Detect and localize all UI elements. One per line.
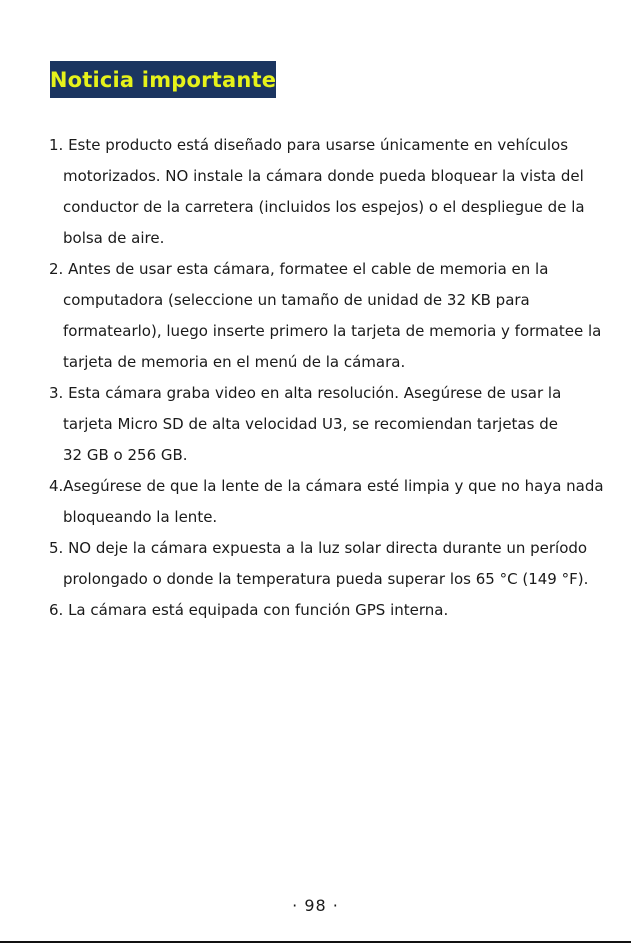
- notice-item-2-line-1: 2. Antes de usar esta cámara, formatee el cable de memoria en la: [49, 260, 549, 278]
- page-number: · 98 ·: [292, 896, 339, 915]
- notice-item-5-line-2: prolongado o donde la temperatura pueda superar los 65 °C (149 °F).: [63, 570, 589, 588]
- notice-item-6-line-1: 6. La cámara está equipada con función GPS interna.: [49, 601, 449, 619]
- notice-item-1-line-1: 1. Este producto está diseñado para usarse únicamente en vehículos: [49, 136, 569, 154]
- notice-item-5-line-1: 5. NO deje la cámara expuesta a la luz solar directa durante un período: [49, 539, 588, 557]
- notice-item-2-line-3: formatearlo), luego inserte primero la tarjeta de memoria y formatee la: [63, 322, 602, 340]
- notice-item-2-line-2: computadora (seleccione un tamaño de unidad de 32 KB para: [63, 291, 530, 309]
- notice-item-4-line-1: 4.Asegúrese de que la lente de la cámara esté limpia y que no haya nada: [49, 477, 604, 495]
- bottom-divider: [0, 941, 631, 943]
- notice-item-3-line-1: 3. Esta cámara graba video en alta resolución. Asegúrese de usar la: [49, 384, 562, 402]
- notice-item-3-line-3: 32 GB o 256 GB.: [63, 446, 188, 464]
- notice-item-3-line-2: tarjeta Micro SD de alta velocidad U3, se recomiendan tarjetas de: [63, 415, 558, 433]
- page-title: Noticia importante: [49, 67, 277, 92]
- notice-item-1-line-4: bolsa de aire.: [63, 229, 165, 247]
- notice-item-1-line-2: motorizados. NO instale la cámara donde pueda bloquear la vista del: [63, 167, 584, 185]
- notice-item-1-line-3: conductor de la carretera (incluidos los espejos) o el despliegue de la: [63, 198, 585, 216]
- notice-item-2-line-4: tarjeta de memoria en el menú de la cámara.: [63, 353, 406, 371]
- notice-item-4-line-2: bloqueando la lente.: [63, 508, 218, 526]
- title-banner: [50, 61, 276, 98]
